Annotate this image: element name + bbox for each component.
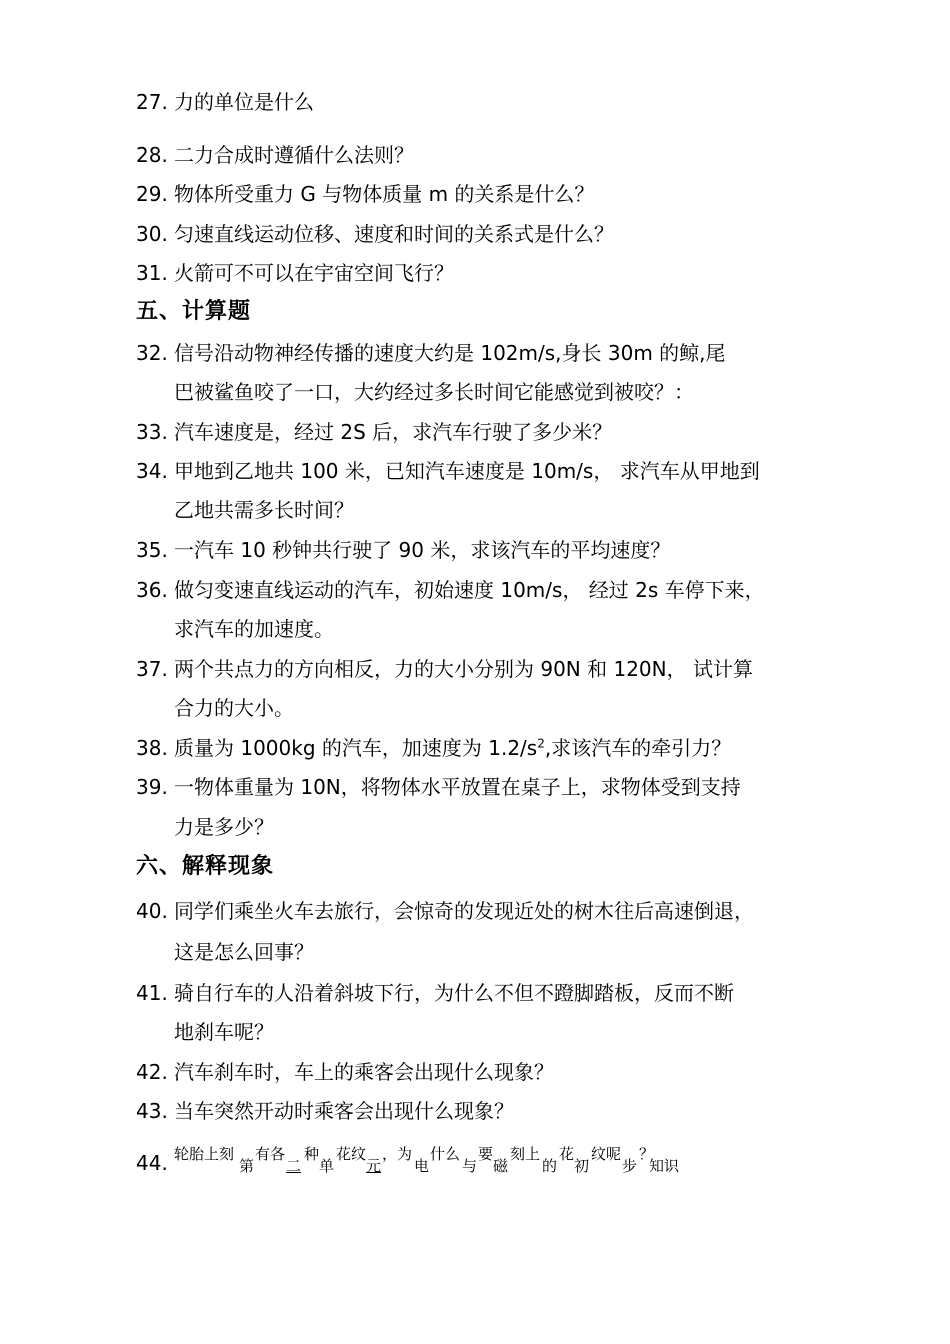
section-heading-calc: 五、计算题 [136, 299, 252, 324]
question-32 [136, 339, 726, 367]
q44-fragment: 什么 [430, 1145, 461, 1163]
question-number: 27. [136, 90, 168, 114]
q44-fragment: 初 [574, 1157, 590, 1175]
q44-fragment: 花 [559, 1145, 575, 1163]
question-number: 33. [136, 420, 168, 444]
question-number: 28. [136, 143, 168, 167]
question-number: 35. [136, 538, 168, 562]
question-36 [136, 576, 765, 604]
question-39 [136, 773, 741, 801]
q44-fragment: 有各 [255, 1145, 286, 1163]
question-29 [136, 180, 594, 208]
question-28 [136, 141, 414, 169]
question-number: 29. [136, 182, 168, 206]
question-42 [136, 1058, 554, 1086]
question-30 [136, 220, 614, 248]
q44-fragment: 轮胎上刻 [174, 1145, 235, 1163]
q44-fragment: 元 [366, 1157, 382, 1175]
question-33 [136, 418, 612, 446]
q44-fragment: 种 [304, 1145, 320, 1163]
question-text: 物体所受重力 G 与物体质量 m 的关系是什么？ [174, 182, 595, 206]
question-40 [136, 897, 754, 925]
question-34 [136, 457, 760, 485]
question-number: 42. [136, 1060, 168, 1084]
question-36-continuation: 求汽车的加速度。 [174, 617, 334, 641]
q44-fragment: 单 [319, 1157, 335, 1175]
q44-fragment: 第 [239, 1157, 255, 1175]
q44-fragment: ？ [639, 1145, 655, 1163]
section-heading-explain: 六、解释现象 [136, 854, 275, 879]
question-number: 44. [136, 1151, 168, 1175]
q44-fragment: 二 [286, 1157, 302, 1175]
q44-fragment: 纹呢 [591, 1145, 622, 1163]
question-text-part-b: ,求该汽车的牵引力？ [544, 736, 732, 760]
question-40-continuation: 这是怎么回事？ [174, 940, 314, 964]
question-text: 火箭可不可以在宇宙空间飞行？ [174, 261, 454, 285]
question-number: 32. [136, 341, 168, 365]
question-number: 43. [136, 1099, 168, 1123]
q44-fragment: 要 [478, 1145, 494, 1163]
question-text: 匀速直线运动位移、速度和时间的关系式是什么？ [174, 222, 614, 246]
question-38 [136, 734, 731, 762]
question-text: 当车突然开动时乘客会出现什么现象？ [174, 1099, 514, 1123]
question-text: 一物体重量为 10N，将物体水平放置在桌子上，求物体受到支持 [174, 775, 741, 799]
question-text: 力的单位是什么 [174, 90, 314, 114]
question-44 [136, 1145, 836, 1185]
q44-fragment: 磁 [493, 1157, 509, 1175]
question-43 [136, 1097, 514, 1125]
question-37 [136, 655, 753, 683]
q44-fragment: ，为 [382, 1145, 413, 1163]
superscript-exponent: 2 [537, 736, 545, 751]
q44-fragment: 的 [542, 1157, 558, 1175]
question-35 [136, 536, 670, 564]
question-number: 36. [136, 578, 168, 602]
question-text: 甲地到乙地共 100 米，已知汽车速度是 10m/s， 求汽车从甲地到 [174, 459, 760, 483]
q44-fragment: 刻上 [510, 1145, 541, 1163]
question-number: 30. [136, 222, 168, 246]
question-text: 二力合成时遵循什么法则？ [174, 143, 414, 167]
question-number: 38. [136, 736, 168, 760]
question-31 [136, 259, 454, 287]
q44-fragment: 电 [414, 1157, 430, 1175]
question-text: 信号沿动物神经传播的速度大约是 102m/s,身长 30m 的鲸,尾 [174, 341, 726, 365]
question-number: 40. [136, 899, 168, 923]
question-27 [136, 88, 314, 116]
q44-fragment: 知识 [649, 1157, 680, 1175]
question-34-continuation: 乙地共需多长时间？ [174, 498, 354, 522]
q44-fragment: 花纹 [336, 1145, 367, 1163]
question-text: 汽车刹车时，车上的乘客会出现什么现象？ [174, 1060, 554, 1084]
question-41-continuation: 地刹车呢？ [174, 1020, 274, 1044]
question-41 [136, 979, 734, 1007]
q44-fragment: 步 [622, 1157, 638, 1175]
question-text: 一汽车 10 秒钟共行驶了 90 米，求该汽车的平均速度？ [174, 538, 671, 562]
question-number: 39. [136, 775, 168, 799]
question-text: 做匀变速直线运动的汽车，初始速度 10m/s， 经过 2s 车停下来， [174, 578, 765, 602]
question-text: 汽车速度是，经过 2S 后，求汽车行驶了多少米？ [174, 420, 613, 444]
question-text: 两个共点力的方向相反，力的大小分别为 90N 和 120N， 试计算 [174, 657, 753, 681]
question-number: 31. [136, 261, 168, 285]
question-number: 37. [136, 657, 168, 681]
question-text: 骑自行车的人沿着斜坡下行，为什么不但不蹬脚踏板，反而不断 [174, 981, 734, 1005]
question-39-continuation: 力是多少？ [174, 815, 274, 839]
question-text-part-a: 质量为 1000kg 的汽车，加速度为 1.2/s [174, 736, 538, 760]
question-text: 同学们乘坐火车去旅行，会惊奇的发现近处的树木往后高速倒退， [174, 899, 754, 923]
question-number: 41. [136, 981, 168, 1005]
question-37-continuation: 合力的大小。 [174, 696, 294, 720]
q44-fragment: 与 [462, 1157, 478, 1175]
question-number: 34. [136, 459, 168, 483]
question-32-continuation: 巴被鲨鱼咬了一口，大约经过多长时间它能感觉到被咬？： [174, 380, 694, 404]
